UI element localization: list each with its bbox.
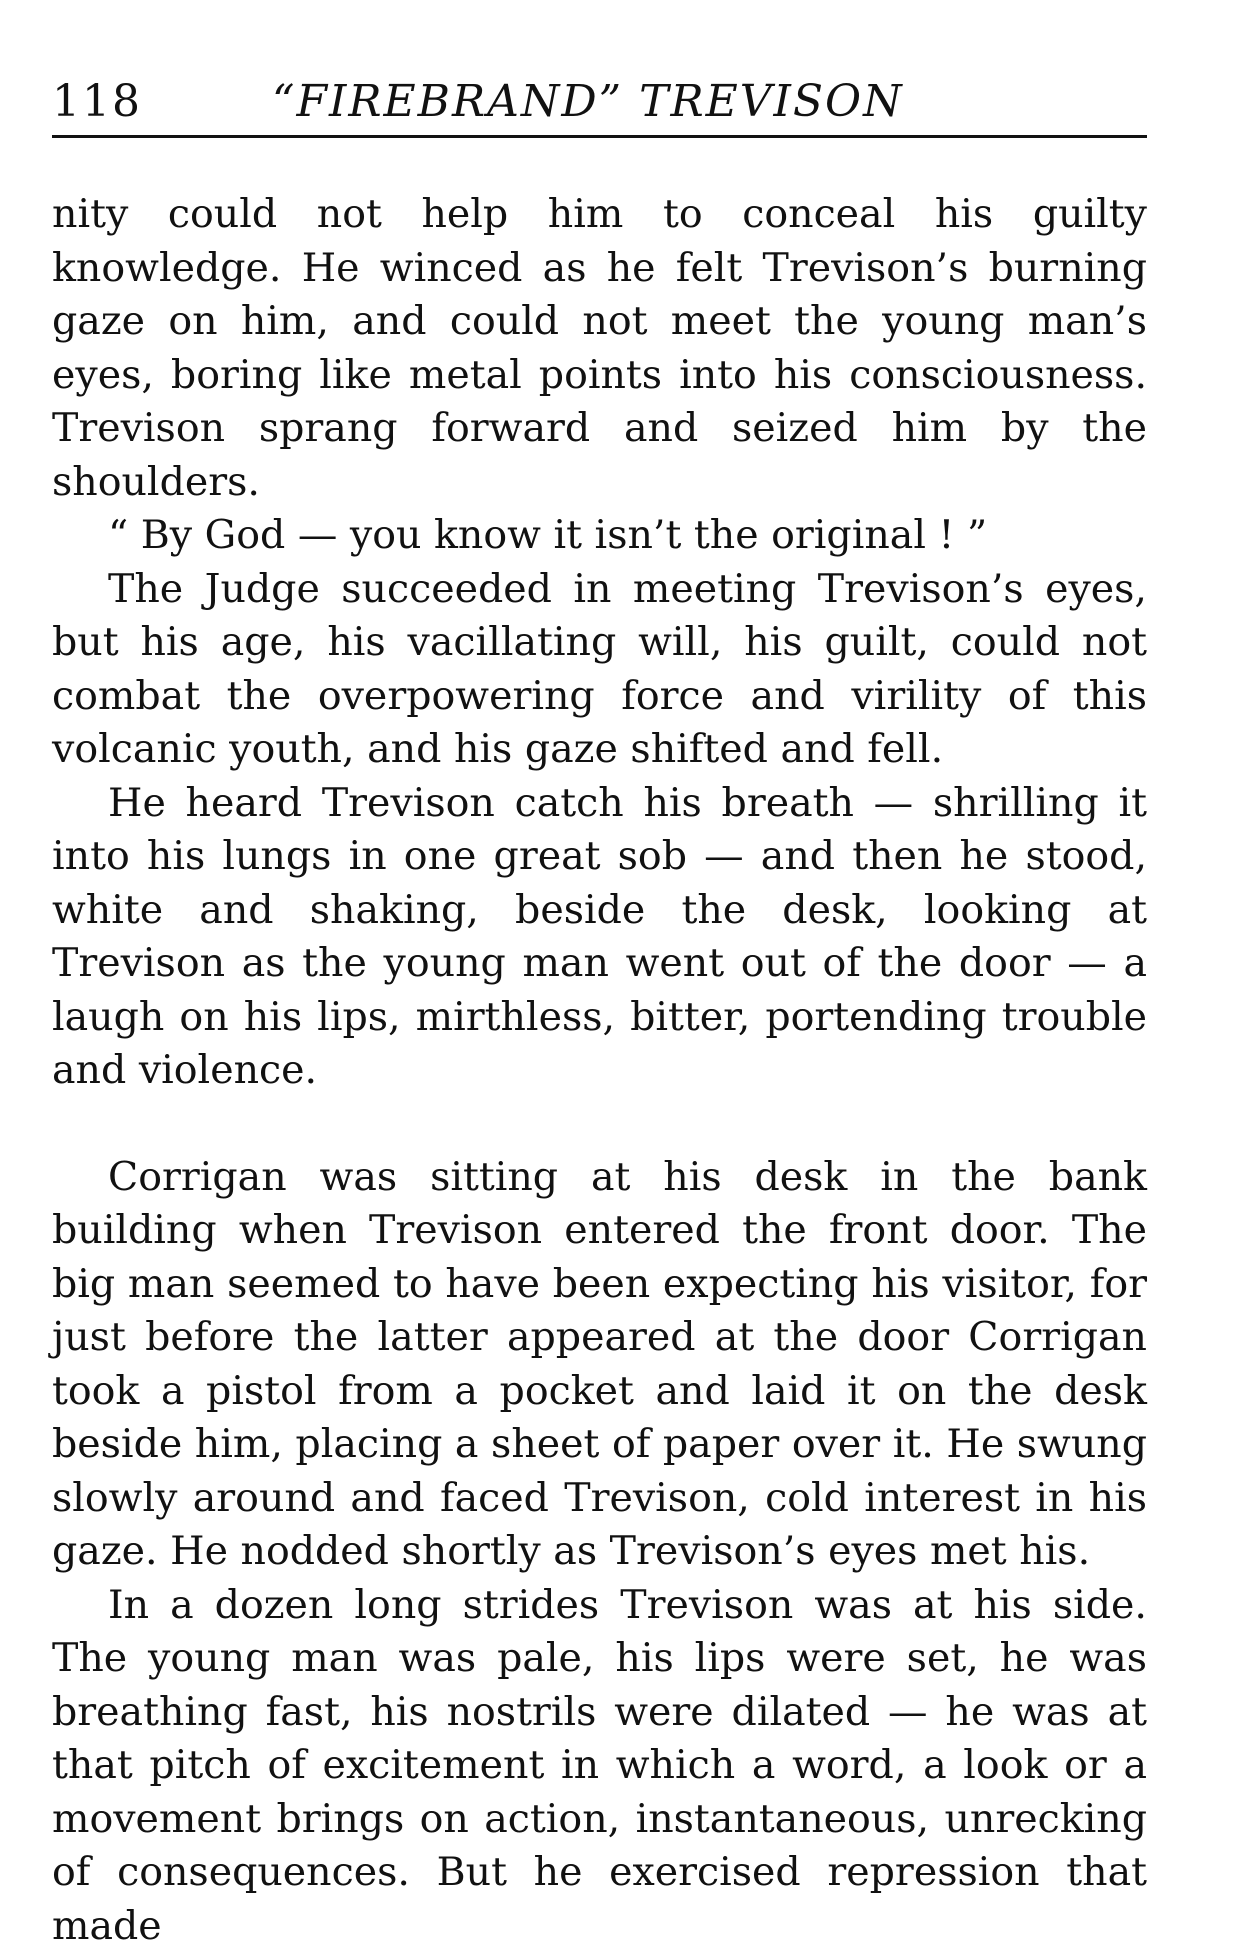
page-number: 118 — [52, 76, 142, 127]
paragraph: He heard Trevison catch his breath — shrilling it into his lungs in one great sob — and then he stood, white and shaking, beside the desk, looking at Trevison as the young man went out of the door — a laugh on his lips, mirthless, bitter, portending trouble and violence. — [52, 777, 1147, 1098]
header-rule — [52, 135, 1147, 138]
running-title: “FIREBRAND” TREVISON — [272, 76, 904, 127]
paragraph: The Judge succeeded in meeting Trevison’s eyes, but his age, his vacillating will, his guilt, could not combat the overpowering force and virility of this volcanic youth, and his gaze shifted and fell. — [52, 563, 1147, 777]
book-page — [52, 60, 1147, 130]
page-header — [52, 60, 1147, 130]
paragraph: nity could not help him to conceal his guilty knowledge. He winced as he felt Trevison’s burning gaze on him, and could not meet the young man’s eyes, boring like metal points into his consciousness. Trevison sprang forward and seized him by the shoulders. — [52, 188, 1147, 509]
paragraph: In a dozen long strides Trevison was at his side. The young man was pale, his lips were set, he was breathing fast, his nostrils were dilated — he was at that pitch of excitement in which a word, a look or a movement brings on action, instantaneous, unrecking of consequences. But he exercised repression that made — [52, 1579, 1147, 1953]
paragraph: Corrigan was sitting at his desk in the bank building when Trevison entered the front door. The big man seemed to have been expecting his visitor, for just before the latter appeared at the door Corrigan took a pistol from a pocket and laid it on the desk beside him, placing a sheet of paper over it. He swung slowly around and faced Trevison, cold interest in his gaze. He nodded shortly as Trevison’s eyes met his. — [52, 1151, 1147, 1579]
page-body — [52, 188, 1147, 1953]
paragraph: “ By God — you know it isn’t the original ! ” — [52, 509, 1147, 563]
